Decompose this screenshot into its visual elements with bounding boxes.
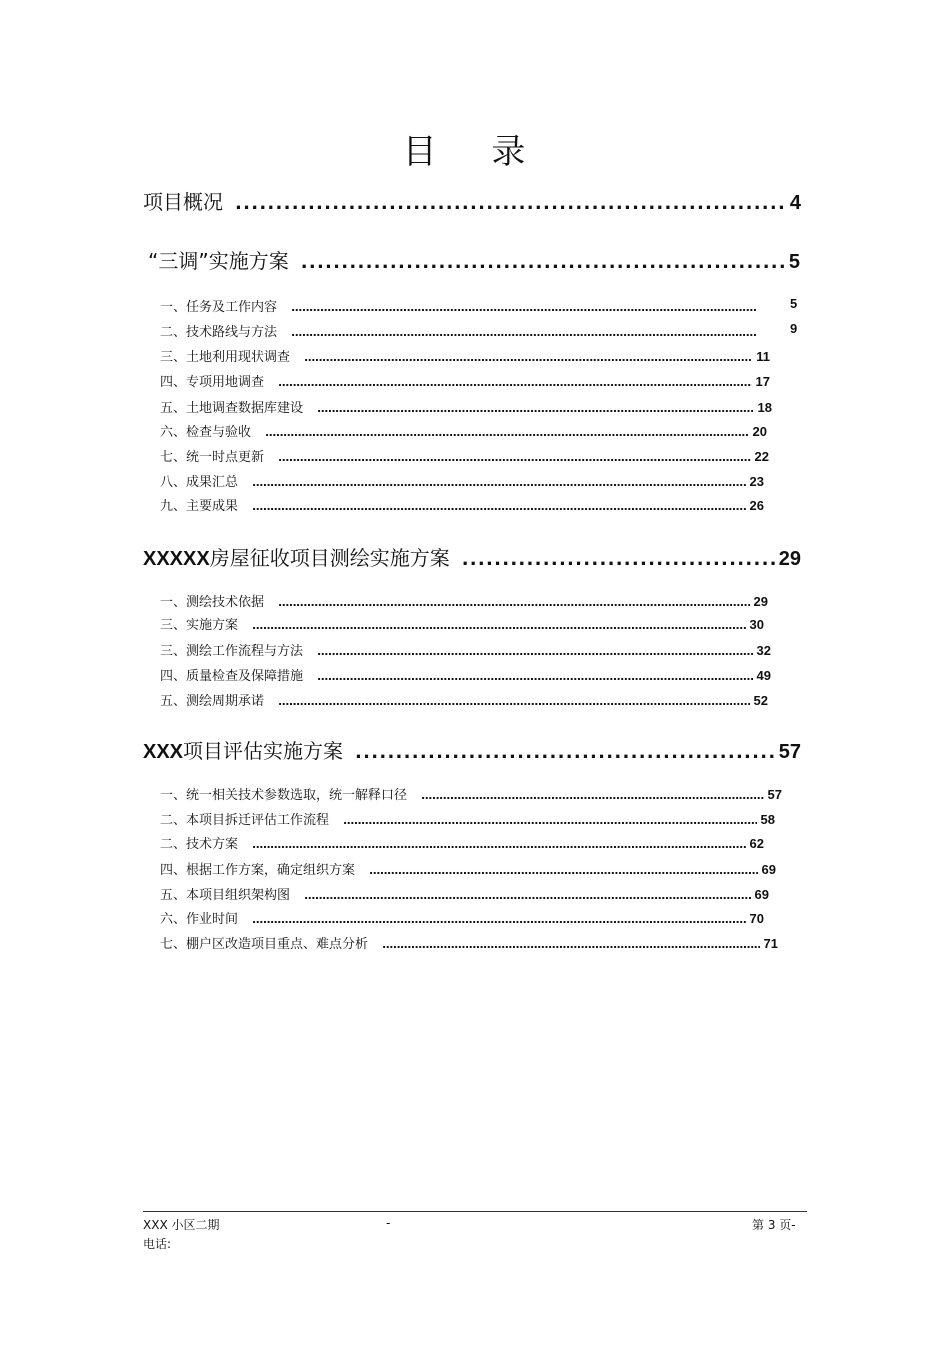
footer-divider	[143, 1211, 807, 1212]
toc-page-number: 57	[778, 741, 801, 763]
toc-item[interactable]	[160, 884, 769, 904]
toc-item-label: 二、技术方案	[160, 837, 239, 852]
toc-section-label-prefix: XXX	[143, 741, 184, 763]
toc-leader-dots	[421, 789, 764, 802]
toc-item-label: 一、统一相关技术参数选取，统一解释口径	[160, 788, 408, 803]
toc-page-number: 23	[749, 474, 764, 489]
toc-leader-dots	[343, 814, 757, 827]
toc-leader-dots	[462, 549, 775, 570]
toc-item[interactable]	[160, 859, 776, 879]
toc-leader-dots	[278, 451, 751, 464]
toc-item-label: 四、根据工作方案，确定组织方案	[160, 863, 356, 878]
toc-item-label: 八、成果汇总	[160, 475, 239, 490]
toc-item-label: 一、测绘技术依据	[160, 595, 265, 610]
toc-item[interactable]	[160, 933, 778, 953]
footer-project-name: XXX 小区二期	[143, 1218, 220, 1232]
footer-separator: -	[386, 1216, 391, 1230]
toc-page-number: 17	[755, 374, 770, 389]
toc-section-overview[interactable]	[143, 186, 801, 216]
toc-item[interactable]	[160, 784, 782, 804]
toc-page-number: 26	[749, 498, 764, 513]
toc-page-number: 30	[749, 617, 764, 632]
toc-item[interactable]	[160, 371, 770, 391]
toc-leader-dots	[301, 252, 785, 273]
toc-leader-dots	[317, 645, 753, 658]
toc-item-label: 六、作业时间	[160, 912, 239, 927]
toc-leader-dots	[304, 351, 752, 364]
footer-phone-label: 电话:	[143, 1237, 172, 1251]
toc-page-number: 32	[756, 643, 771, 658]
toc-item-page	[790, 296, 810, 316]
toc-page-number: 9	[790, 321, 798, 336]
toc-item-label: 六、检查与验收	[160, 425, 252, 440]
toc-item[interactable]	[160, 833, 764, 853]
toc-leader-dots	[252, 500, 746, 513]
toc-page-number: 29	[753, 594, 768, 609]
toc-item[interactable]	[160, 591, 768, 611]
toc-section-evaluation[interactable]	[143, 735, 801, 765]
toc-section-label: 项目概况	[143, 190, 223, 214]
toc-leader-dots	[252, 476, 746, 489]
toc-item[interactable]	[160, 690, 768, 710]
toc-item[interactable]	[160, 321, 760, 341]
page-title: 目 录	[402, 132, 548, 172]
toc-leader-dots	[278, 596, 750, 609]
toc-leader-dots	[235, 193, 786, 214]
toc-item-label: 七、棚户区改造项目重点、难点分析	[160, 937, 369, 952]
toc-item[interactable]	[160, 495, 764, 515]
toc-page-number: 57	[767, 787, 782, 802]
toc-item-label: 九、主要成果	[160, 499, 239, 514]
toc-item[interactable]	[160, 296, 760, 316]
toc-item-label: 五、测绘周期承诺	[160, 694, 265, 709]
toc-item[interactable]	[160, 471, 764, 491]
toc-section-label	[143, 735, 343, 764]
toc-page-number: 62	[749, 836, 764, 851]
toc-item-label: 四、质量检查及保障措施	[160, 669, 304, 684]
toc-page-number: 5	[790, 296, 798, 311]
toc-leader-dots	[317, 670, 753, 683]
toc-item[interactable]	[160, 640, 771, 660]
toc-item-label: 一、任务及工作内容	[160, 300, 278, 315]
toc-page-number: 20	[752, 424, 767, 439]
toc-section-label-prefix: XXXXX	[143, 548, 210, 570]
toc-page-number: 70	[749, 911, 764, 926]
toc-item-label: 五、本项目组织架构图	[160, 888, 291, 903]
toc-leader-dots	[369, 864, 758, 877]
toc-page-number: 58	[760, 812, 775, 827]
toc-section-label: “三调”实施方案	[148, 249, 289, 273]
toc-leader-dots	[278, 695, 750, 708]
toc-section-sandiao[interactable]	[148, 245, 800, 275]
toc-item-label: 三、实施方案	[160, 618, 239, 633]
toc-item[interactable]	[160, 809, 775, 829]
toc-item-page	[790, 321, 810, 341]
toc-section-housing-survey[interactable]	[143, 542, 801, 572]
toc-section-label-text: 房屋征收项目测绘实施方案	[209, 546, 450, 570]
toc-page-number: 69	[761, 862, 776, 877]
toc-item-label: 五、土地调查数据库建设	[160, 401, 304, 416]
toc-item-label: 三、土地利用现状调查	[160, 350, 291, 365]
toc-leader-dots	[252, 838, 746, 851]
toc-leader-dots	[304, 889, 751, 902]
toc-item-label: 二、本项目拆迁评估工作流程	[160, 813, 330, 828]
toc-leader-dots	[252, 913, 746, 926]
toc-page-number: 29	[778, 548, 801, 570]
toc-page-number: 18	[757, 400, 772, 415]
toc-item[interactable]	[160, 421, 767, 441]
toc-page-number: 69	[754, 887, 769, 902]
toc-page-number: 11	[756, 349, 770, 364]
toc-leader-dots	[291, 301, 756, 314]
toc-item[interactable]	[160, 346, 770, 366]
toc-section-label-text: 项目评估实施方案	[183, 739, 344, 763]
toc-leader-dots	[265, 426, 749, 439]
toc-page-number: 49	[756, 668, 771, 683]
toc-leader-dots	[355, 742, 775, 763]
toc-leader-dots	[382, 938, 760, 951]
toc-leader-dots	[252, 619, 746, 632]
toc-item-label: 二、技术路线与方法	[160, 325, 278, 340]
toc-item[interactable]	[160, 397, 772, 417]
toc-item-label: 三、测绘工作流程与方法	[160, 644, 304, 659]
toc-item[interactable]	[160, 908, 764, 928]
toc-page-number: 71	[763, 936, 778, 951]
toc-item-label: 四、专项用地调查	[160, 375, 265, 390]
toc-item[interactable]	[160, 614, 764, 634]
toc-leader-dots	[291, 326, 756, 339]
toc-leader-dots	[278, 376, 752, 389]
toc-section-label	[143, 542, 450, 571]
toc-page-number: 22	[754, 449, 769, 464]
toc-page-number: 5	[788, 251, 800, 273]
footer-page-number: 第 3 页-	[752, 1218, 796, 1232]
toc-item[interactable]	[160, 665, 771, 685]
toc-page-number: 52	[753, 693, 768, 708]
toc-leader-dots	[317, 402, 754, 415]
toc-item-label: 七、统一时点更新	[160, 450, 265, 465]
toc-item[interactable]	[160, 446, 769, 466]
toc-page-number: 4	[789, 192, 801, 214]
